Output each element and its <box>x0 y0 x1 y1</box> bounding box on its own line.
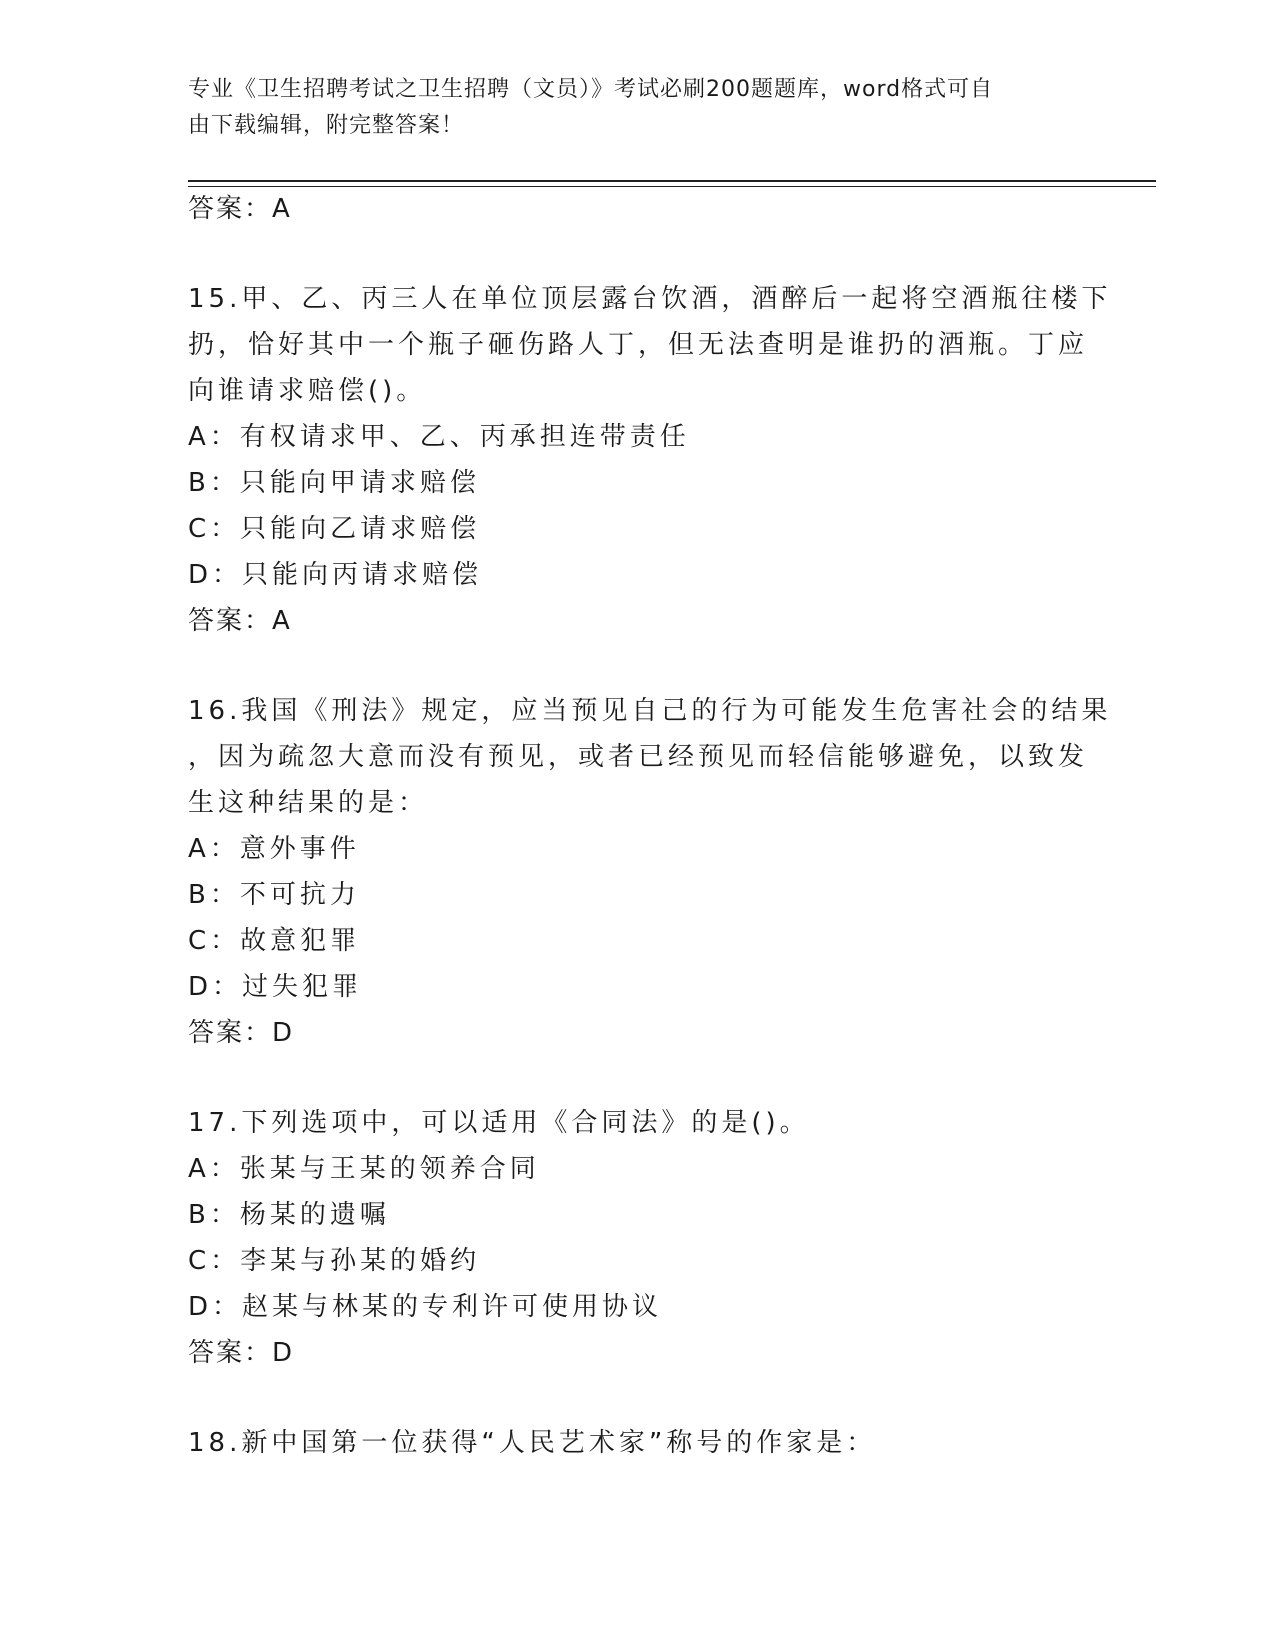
answer-line: 答案：A <box>188 194 292 224</box>
option-a: A：张某与王某的领养合同 <box>188 1154 540 1184</box>
question-15 <box>188 276 1112 644</box>
question-stem-line: 17.下列选项中，可以适用《合同法》的是()。 <box>188 1108 810 1138</box>
option-c: C：只能向乙请求赔偿 <box>188 514 481 544</box>
question-stem-line: 16.我国《刑法》规定，应当预见自己的行为可能发生危害社会的结果 <box>188 696 1112 726</box>
question-stem-line: 扔，恰好其中一个瓶子砸伤路人丁，但无法查明是谁扔的酒瓶。丁应 <box>188 330 1089 360</box>
option-d: D：过失犯罪 <box>188 972 363 1002</box>
option-b: B：杨某的遗嘱 <box>188 1200 390 1230</box>
question-stem-line: 18.新中国第一位获得“人民艺术家”称号的作家是： <box>188 1428 877 1458</box>
question-18 <box>188 1420 1088 1466</box>
option-c: C：故意犯罪 <box>188 926 361 956</box>
answer-line: 答案：D <box>188 1338 295 1368</box>
option-d: D：只能向丙请求赔偿 <box>188 560 483 590</box>
option-a: A：有权请求甲、乙、丙承担连带责任 <box>188 422 690 452</box>
header-line-2: 由下载编辑，附完整答案！ <box>188 113 465 138</box>
question-stem-line: 15.甲、乙、丙三人在单位顶层露台饮酒，酒醉后一起将空酒瓶往楼下 <box>188 284 1112 314</box>
option-d: D：赵某与林某的专利许可使用协议 <box>188 1292 663 1322</box>
option-b: B：只能向甲请求赔偿 <box>188 468 480 498</box>
question-stem-line: 向谁请求赔偿()。 <box>188 376 427 406</box>
option-c: C：李某与孙某的婚约 <box>188 1246 481 1276</box>
question-16 <box>188 688 1112 1056</box>
question-17 <box>188 1100 1088 1376</box>
question-stem-line: 生这种结果的是： <box>188 788 429 818</box>
header-rule-thick <box>188 180 1156 182</box>
answer-line: 答案：D <box>188 1018 295 1048</box>
option-a: A：意外事件 <box>188 834 360 864</box>
question-stem-line: ，因为疏忽大意而没有预见，或者已经预见而轻信能够避免，以致发 <box>188 742 1089 772</box>
document-header <box>188 72 1078 144</box>
document-body <box>188 186 1112 1466</box>
answer-line: 答案：A <box>188 606 292 636</box>
option-b: B：不可抗力 <box>188 880 360 910</box>
header-line-1: 专业《卫生招聘考试之卫生招聘（文员）》考试必刷200题题库，word格式可自 <box>188 77 994 102</box>
